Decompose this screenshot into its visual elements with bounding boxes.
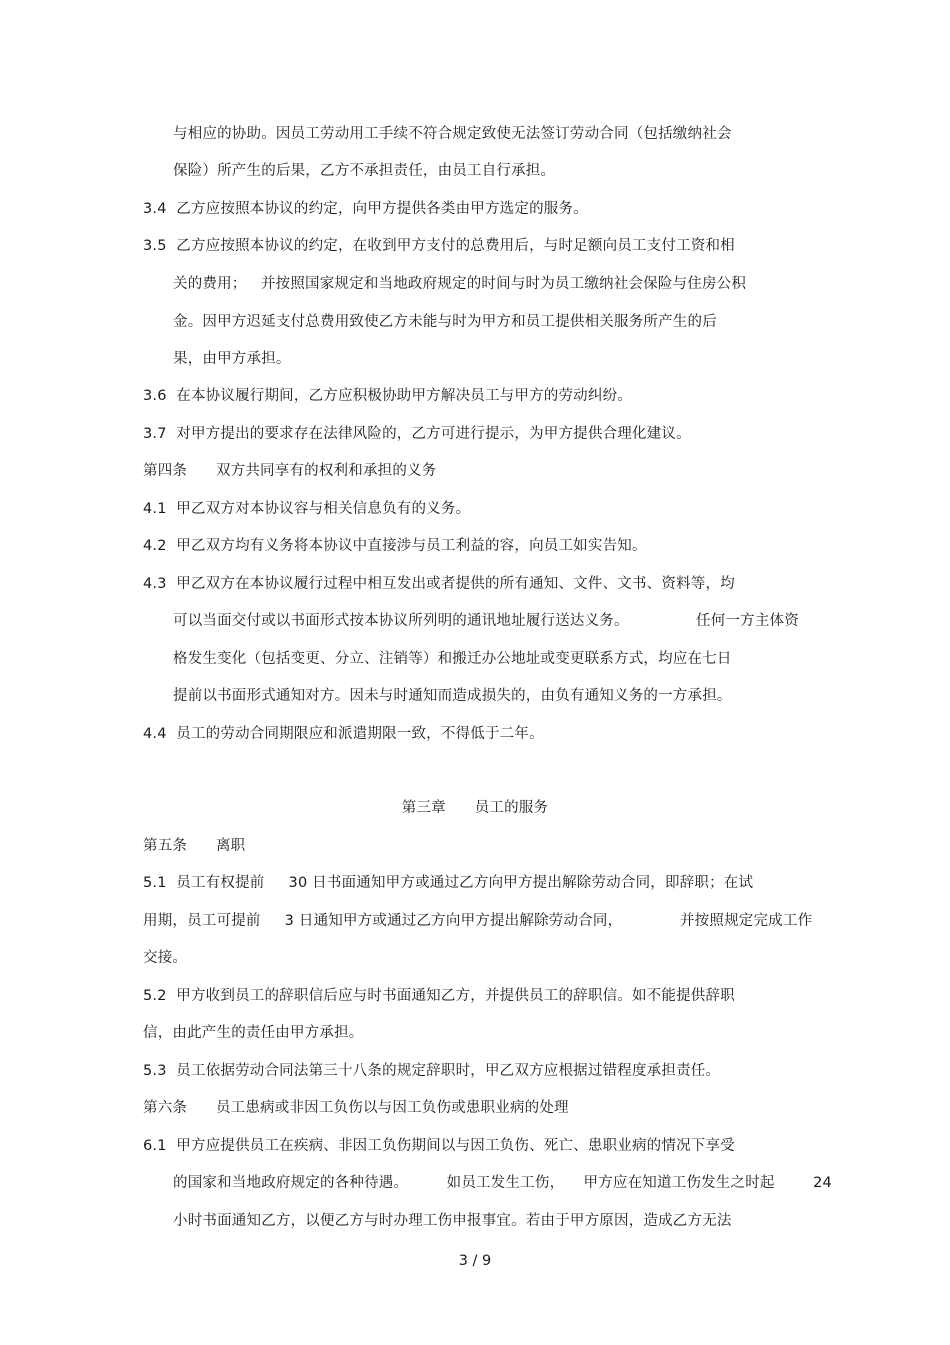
- text-line: 的国家和当地政府规定的各种待遇。 如员工发生工伤， 甲方应在知道工伤发生之时起 24: [173, 1175, 832, 1191]
- chapter-heading: 第三章 员工的服务: [401, 800, 549, 816]
- clause-3-7: 3.7 对甲方提出的要求存在法律风险的，乙方可进行提示，为甲方提供合理化建议。: [143, 426, 691, 442]
- text-line: 保险）所产生的后果，乙方不承担责任，由员工自行承担。: [173, 163, 556, 179]
- text-line: 与相应的协助。因员工劳动用工手续不符合规定致使无法签订劳动合同（包括缴纳社会: [173, 126, 732, 142]
- clause-4-1: 4.1 甲乙双方对本协议容与相关信息负有的义务。: [143, 501, 471, 517]
- clause-3-6: 3.6 在本协议履行期间，乙方应积极协助甲方解决员工与甲方的劳动纠纷。: [143, 388, 632, 404]
- clause-5-1: 5.1 员工有权提前 30 日书面通知甲方或通过乙方向甲方提出解除劳动合同，即辞职；在试: [143, 875, 754, 891]
- clause-3-5: 3.5 乙方应按照本协议的约定，在收到甲方支付的总费用后，与时足额向员工支付工资和相: [143, 238, 735, 254]
- text-line: 金。因甲方迟延支付总费用致使乙方未能与时为甲方和员工提供相关服务所产生的后: [173, 314, 717, 330]
- text-line: 关的费用； 并按照国家规定和当地政府规定的时间与时为员工缴纳社会保险与住房公积: [173, 276, 747, 292]
- article-5-heading: 第五条 离职: [143, 838, 246, 854]
- clause-5-3: 5.3 员工依据劳动合同法第三十八条的规定辞职时，甲乙双方应根据过错程度承担责任。: [143, 1063, 721, 1079]
- text-line: 用期，员工可提前 3 日通知甲方或通过乙方向甲方提出解除劳动合同， 并按照规定完成工作: [143, 913, 813, 929]
- text-line: 果，由甲方承担。: [173, 351, 291, 367]
- clause-3-4: 3.4 乙方应按照本协议的约定，向甲方提供各类由甲方选定的服务。: [143, 201, 588, 217]
- text-line: 小时书面通知乙方，以便乙方与时办理工伤申报事宜。若由于甲方原因，造成乙方无法: [173, 1213, 732, 1229]
- clause-4-2: 4.2 甲乙双方均有义务将本协议中直接涉与员工利益的容，向员工如实告知。: [143, 538, 647, 554]
- text-line: 提前以书面形式通知对方。因未与时通知而造成损失的，由负有通知义务的一方承担。: [173, 688, 732, 704]
- text-line: 交接。: [143, 950, 188, 966]
- text-line: 可以当面交付或以书面形式按本协议所列明的通讯地址履行送达义务。 任何一方主体资: [173, 613, 799, 629]
- article-6-heading: 第六条 员工患病或非因工负伤以与因工负伤或患职业病的处理: [143, 1100, 569, 1116]
- clause-4-3: 4.3 甲乙双方在本协议履行过程中相互发出或者提供的所有通知、文件、文书、资料等，均: [143, 576, 735, 592]
- text-line: 格发生变化（包括变更、分立、注销等）和搬迁办公地址或变更联系方式，均应在七日: [173, 651, 732, 667]
- page-number: 3 / 9: [458, 1253, 492, 1269]
- article-4-heading: 第四条 双方共同享有的权利和承担的义务: [143, 463, 437, 479]
- clause-5-2: 5.2 甲方收到员工的辞职信后应与时书面通知乙方，并提供员工的辞职信。如不能提供辞职: [143, 988, 735, 1004]
- text-line: 信，由此产生的责任由甲方承担。: [143, 1025, 364, 1041]
- clause-6-1: 6.1 甲方应提供员工在疾病、非因工负伤期间以与因工负伤、死亡、患职业病的情况下享受: [143, 1138, 735, 1154]
- clause-4-4: 4.4 员工的劳动合同期限应和派遣期限一致，不得低于二年。: [143, 726, 544, 742]
